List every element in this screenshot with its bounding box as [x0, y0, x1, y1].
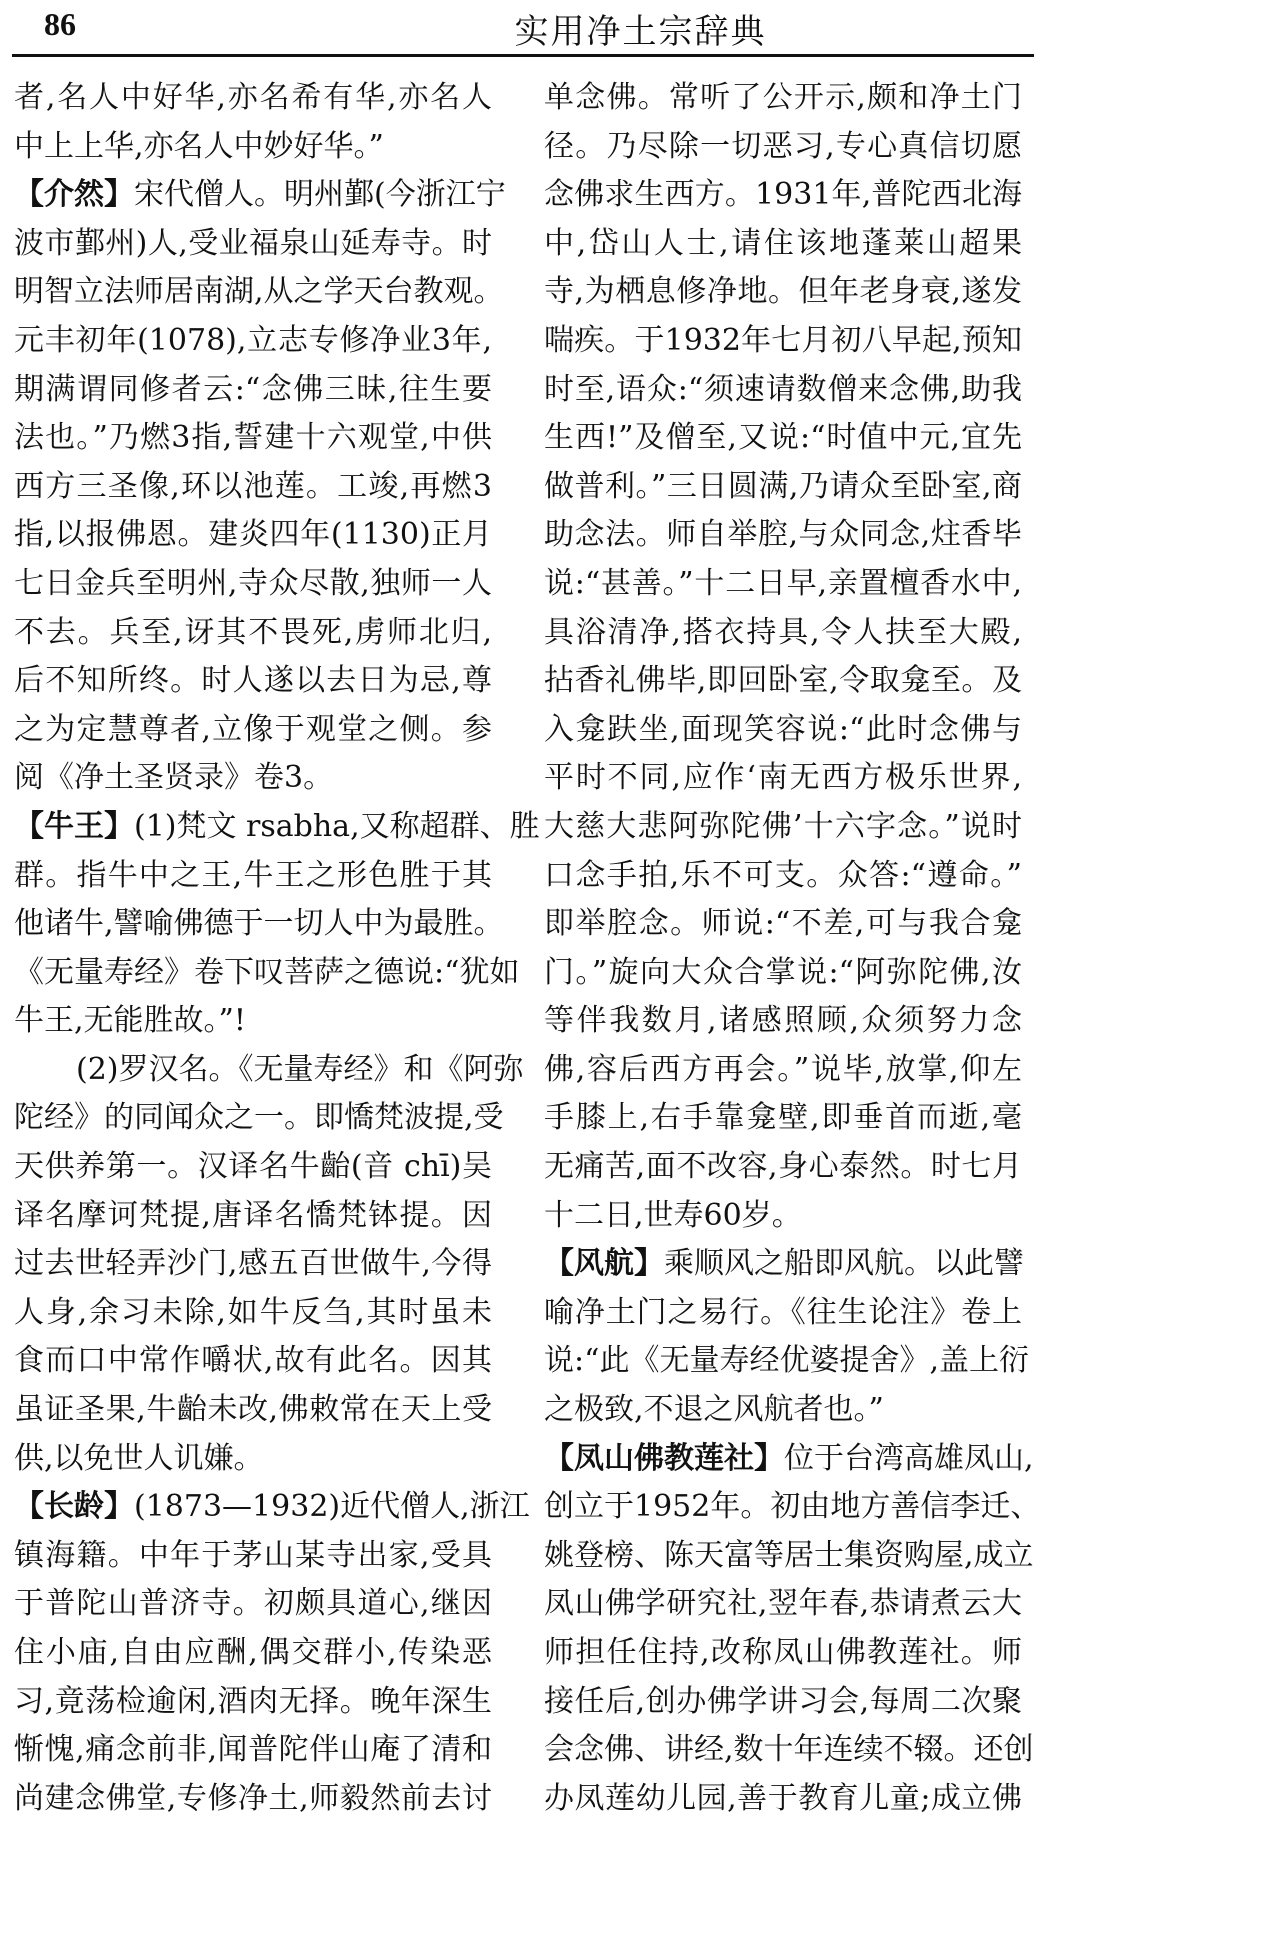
line-text: 后不知所终。时人遂以去日为忌,尊: [14, 663, 492, 699]
line-text: 中,岱山人士,请住该地蓬莱山超果: [544, 225, 1022, 261]
entry-first-line: [14, 171, 506, 220]
line-text: 《无量寿经》卷下叹菩萨之德说:“犹如: [14, 954, 520, 990]
line-text: 凤山佛学研究社,翌年春,恭请煮云大: [544, 1586, 1022, 1622]
line-text: 办凤莲幼儿园,善于教育儿童;成立佛: [544, 1780, 1022, 1816]
text-line: [544, 1775, 1022, 1824]
line-text: 手膝上,右手靠龛壁,即垂首而逝,毫: [544, 1100, 1022, 1136]
text-line: [14, 317, 492, 366]
line-text: 平时不同,应作‘南无西方极乐世界,: [544, 760, 1022, 796]
line-text: 口念手拍,乐不可支。众答:“遵命。”: [544, 857, 1022, 893]
line-text: (1)梵文 rsabha,又称超群、胜: [134, 808, 540, 844]
line-text: 等伴我数月,诸感照顾,众须努力念: [544, 1003, 1022, 1039]
text-line: [544, 997, 1022, 1046]
line-text: 时至,语众:“须速请数僧来念佛,助我: [544, 371, 1022, 407]
text-line: [544, 414, 1022, 463]
entry-headword: 【介然】: [14, 177, 134, 213]
line-text: 无痛苦,面不改容,身心泰然。时七月: [544, 1149, 1022, 1185]
line-text: 即举腔念。师说:“不差,可与我合龛: [544, 906, 1022, 942]
text-line: [14, 560, 492, 609]
text-line: [544, 1726, 1034, 1775]
line-text: 期满谓同修者云:“念佛三昧,往生要: [14, 371, 492, 407]
line-text: 虽证圣果,牛齝未改,佛敕常在天上受: [14, 1392, 492, 1428]
line-text: 群。指牛中之王,牛王之形色胜于其: [14, 857, 492, 893]
text-line: [544, 171, 1022, 220]
text-line: [544, 1386, 1022, 1435]
line-text: 波市鄞州)人,受业福泉山延寿寺。时: [14, 225, 492, 261]
line-text: 生西!”及僧至,又说:“时值中元,宜先: [544, 420, 1022, 456]
line-text: (1873—1932)近代僧人,浙江: [134, 1489, 530, 1525]
line-text: 食而口中常作嚼状,故有此名。因其: [14, 1343, 492, 1379]
entry-first-line: [14, 1483, 530, 1532]
text-line: [14, 220, 492, 269]
text-line: [14, 1629, 492, 1678]
line-text: 尚建念佛堂,专修净土,师毅然前去讨: [14, 1780, 492, 1816]
text-line: [14, 997, 492, 1046]
line-text: 姚登榜、陈天富等居士集资购屋,成立: [544, 1537, 1034, 1573]
line-text: 陀经》的同闻众之一。即憍梵波提,受: [14, 1100, 504, 1136]
line-text: 之为定慧尊者,立像于观堂之侧。参: [14, 711, 492, 747]
text-line: [544, 754, 1022, 803]
header-rule: [12, 54, 1034, 57]
text-line: [14, 900, 504, 949]
text-line: [14, 657, 492, 706]
line-text: 宋代僧人。明州鄞(今浙江宁: [134, 177, 506, 213]
text-line: [544, 803, 1022, 852]
line-text: 乘顺风之船即风航。以此譬: [664, 1246, 1024, 1282]
line-text: 门。”旋向大众合掌说:“阿弥陀佛,汝: [544, 954, 1022, 990]
line-text: 喻净土门之易行。《往生论注》卷上: [544, 1294, 1022, 1330]
text-line: [14, 268, 504, 317]
line-text: 创立于1952年。初由地方善信李迁、: [544, 1489, 1041, 1525]
line-text: 于普陀山普济寺。初颇具道心,继因: [14, 1586, 492, 1622]
line-text: 住小庙,自由应酬,偶交群小,传染恶: [14, 1635, 492, 1670]
line-text: 七日金兵至明州,寺众尽散,独师一人: [14, 565, 492, 601]
right-column: [544, 74, 1041, 1823]
text-line: [14, 1046, 524, 1095]
line-text: 译名摩诃梵提,唐译名憍梵钵提。因: [14, 1197, 492, 1233]
line-text: 西方三圣像,环以池莲。工竣,再燃3: [14, 468, 492, 504]
line-text: 镇海籍。中年于茅山某寺出家,受具: [14, 1537, 492, 1573]
text-line: [544, 1094, 1022, 1143]
text-line: [14, 463, 492, 512]
text-line: [544, 560, 1022, 609]
text-line: [14, 1580, 492, 1629]
line-text: 者,名人中好华,亦名希有华,亦名人: [14, 80, 492, 115]
line-text: 大慈大悲阿弥陀佛’十六字念。”说时: [544, 808, 1022, 844]
line-text: 师担任住持,改称凤山佛教莲社。师: [544, 1635, 1022, 1670]
page-number: 86: [44, 6, 76, 42]
text-line: [544, 123, 1022, 172]
text-line: [14, 74, 492, 123]
line-text: 习,竟荡检逾闲,酒肉无择。晚年深生: [14, 1683, 492, 1719]
line-text: 元丰初年(1078),立志专修净业3年,: [14, 322, 492, 358]
text-line: [544, 852, 1022, 901]
line-text: 供,以免世人讥嫌。: [14, 1440, 264, 1476]
line-text: 指,以报佛恩。建炎四年(1130)正月: [14, 517, 492, 553]
text-line: [14, 706, 492, 755]
text-line: [14, 1678, 492, 1727]
text-line: [544, 220, 1022, 269]
line-text: 佛,容后西方再会。”说毕,放掌,仰左: [544, 1051, 1022, 1087]
text-line: [14, 1337, 492, 1386]
text-line: [14, 754, 492, 803]
text-line: [544, 949, 1022, 998]
line-text: 之极致,不退之风航者也。”: [544, 1392, 884, 1428]
text-line: [14, 1532, 492, 1581]
text-line: [14, 366, 492, 415]
line-text: 阅《净土圣贤录》卷3。: [14, 760, 334, 796]
text-line: [14, 414, 492, 463]
line-text: 明智立法师居南湖,从之学天台教观。: [14, 274, 504, 310]
text-line: [14, 1775, 492, 1824]
left-column: [14, 74, 540, 1823]
text-line: [544, 1046, 1022, 1095]
text-line: [544, 268, 1022, 317]
text-line: [14, 949, 520, 998]
line-text: 入龛趺坐,面现笑容说:“此时念佛与: [544, 711, 1022, 747]
line-text: 做普利。”三日圆满,乃请众至卧室,商: [544, 468, 1022, 504]
text-line: [14, 1240, 492, 1289]
entry-headword: 【牛王】: [14, 808, 134, 844]
page-header: [0, 0, 1281, 60]
text-line: [544, 1337, 1029, 1386]
line-text: 天供养第一。汉译名牛齝(音 chī)吴: [14, 1149, 492, 1185]
text-line: [544, 1483, 1041, 1532]
text-line: [544, 1678, 1022, 1727]
text-line: [14, 1094, 504, 1143]
entry-headword: 【凤山佛教莲社】: [544, 1440, 784, 1476]
text-line: [544, 317, 1022, 366]
line-text: 人身,余习未除,如牛反刍,其时虽未: [14, 1294, 492, 1330]
text-line: [544, 1289, 1022, 1338]
line-text: 拈香礼佛毕,即回卧室,令取龛至。及: [544, 663, 1022, 699]
line-text: 会念佛、讲经,数十年连续不辍。还创: [544, 1732, 1034, 1768]
line-text: 十二日,世寿60岁。: [544, 1197, 802, 1233]
text-line: [544, 706, 1022, 755]
line-text: 过去世轻弄沙门,感五百世做牛,今得: [14, 1246, 492, 1282]
running-title: 实用净土宗辞典: [514, 12, 767, 52]
line-text: 中上上华,亦名人中妙好华。”: [14, 128, 384, 164]
text-line: [544, 463, 1022, 512]
line-text: 喘疾。于1932年七月初八早起,预知: [544, 322, 1022, 358]
text-line: [544, 511, 1022, 560]
text-line: [544, 657, 1022, 706]
line-text: 法也。”乃燃3指,誓建十六观堂,中供: [14, 420, 492, 456]
line-text: 惭愧,痛念前非,闻普陀伴山庵了清和: [14, 1732, 492, 1768]
text-line: [544, 1532, 1034, 1581]
text-line: [544, 74, 1022, 123]
text-line: [544, 609, 1022, 658]
entry-first-line: [544, 1435, 1034, 1484]
text-line: [544, 1580, 1022, 1629]
text-line: [14, 1435, 492, 1484]
line-text: 他诸牛,譬喻佛德于一切人中为最胜。: [14, 906, 504, 942]
line-text: 位于台湾高雄凤山,: [784, 1440, 1034, 1476]
line-text: 念佛求生西方。1931年,普陀西北海: [544, 177, 1022, 213]
line-text: 助念法。师自举腔,与众同念,炷香毕: [544, 517, 1022, 553]
line-text: 寺,为栖息修净地。但年老身衰,遂发: [544, 274, 1022, 310]
text-line: [544, 366, 1022, 415]
entry-headword: 【长龄】: [14, 1489, 134, 1525]
entry-first-line: [544, 1240, 1022, 1289]
text-line: [14, 1289, 492, 1338]
entry-first-line: [14, 803, 540, 852]
line-text: 单念佛。常听了公开示,颇和净土门: [544, 80, 1022, 115]
text-line: [14, 511, 492, 560]
text-line: [14, 1386, 492, 1435]
line-text: 径。乃尽除一切恶习,专心真信切愿: [544, 128, 1022, 164]
line-text: 牛王,无能胜故。”!: [14, 1003, 246, 1039]
text-line: [14, 1726, 492, 1775]
line-text: 说:“此《无量寿经优婆提舍》,盖上衍: [544, 1343, 1029, 1379]
text-line: [14, 1143, 492, 1192]
line-text: 具浴清净,搭衣持具,令人扶至大殿,: [544, 614, 1022, 650]
text-line: [544, 900, 1022, 949]
line-text: 接任后,创办佛学讲习会,每周二次聚: [544, 1683, 1022, 1719]
text-line: [544, 1192, 1022, 1241]
text-line: [544, 1629, 1022, 1678]
line-text: 不去。兵至,讶其不畏死,虏师北归,: [14, 614, 492, 650]
line-text: (2)罗汉名。《无量寿经》和《阿弥: [76, 1051, 524, 1087]
text-line: [544, 1143, 1022, 1192]
line-text: 说:“甚善。”十二日早,亲置檀香水中,: [544, 565, 1022, 601]
text-line: [14, 609, 492, 658]
text-line: [14, 123, 492, 172]
entry-headword: 【风航】: [544, 1246, 664, 1282]
text-line: [14, 1192, 492, 1241]
text-line: [14, 852, 492, 901]
